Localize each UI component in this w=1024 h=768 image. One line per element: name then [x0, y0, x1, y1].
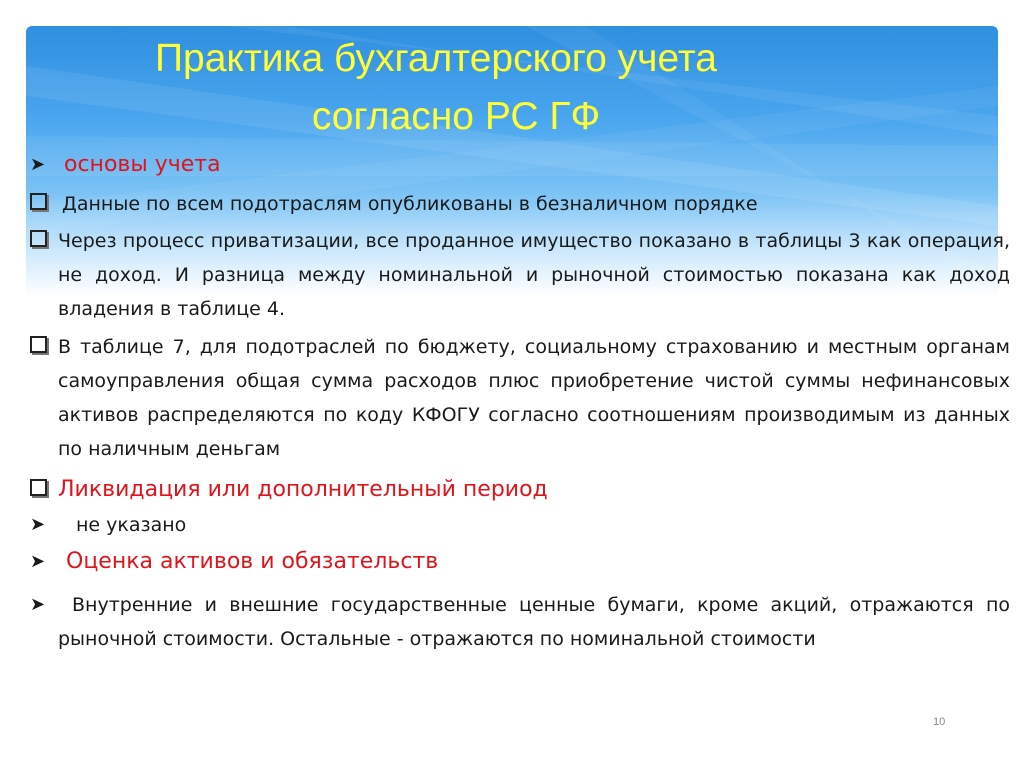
- list-item-text: В таблице 7, для подотраслей по бюджету, социальному страхованию и местным органам самоуправления общая сумма расходов плюс приобретение чистой суммы нефинансовых активов распределяются по коду КФОГУ согласно соотношениям производимым из данных по наличным деньгам: [58, 336, 1010, 460]
- title-line-2: согласно РС ГФ: [311, 95, 601, 138]
- list-item: [30, 542, 1010, 582]
- checkbox-icon: [30, 330, 52, 364]
- list-item-text: Внутренние и внешние государственные ценные бумаги, кроме акций, отражаются по рыночной стоимости. Остальные - отражаются по номинальной стоимости: [58, 594, 1010, 650]
- list-item: [30, 330, 1010, 466]
- list-item-text: не указано: [76, 514, 187, 536]
- checkbox-icon: [30, 472, 52, 508]
- list-item-text: Через процесс приватизации, все проданное имущество показано в таблицы 3 как операция, не доход. И разница между номинальной и рыночной стоимостью показана как доход владения в таблице 4.: [58, 230, 1010, 320]
- title-line-1: Практика бухгалтерского учета: [154, 37, 717, 80]
- list-item: [30, 588, 1010, 656]
- list-item-text: Ликвидация или дополнительный период: [58, 477, 548, 502]
- arrow-icon: ➤: [30, 514, 46, 535]
- list-item: [30, 508, 1010, 542]
- list-item: [30, 224, 1010, 326]
- arrow-icon: ➤: [30, 551, 46, 572]
- list-item: [30, 188, 1010, 224]
- slide-title: [26, 30, 846, 146]
- page-number: 10: [933, 716, 946, 728]
- checkbox-icon: [30, 224, 52, 258]
- arrow-icon: ➤: [30, 154, 46, 175]
- bullet-list: [30, 148, 1010, 656]
- list-item: [30, 472, 1010, 508]
- arrow-icon: ➤: [30, 594, 46, 615]
- list-item-text: основы учета: [64, 152, 221, 177]
- checkbox-icon: [30, 188, 52, 220]
- list-item-text: Оценка активов и обязательств: [66, 549, 439, 574]
- list-item: [30, 148, 1010, 188]
- list-item-text: Данные по всем подотраслям опубликованы в безналичном порядке: [62, 193, 758, 215]
